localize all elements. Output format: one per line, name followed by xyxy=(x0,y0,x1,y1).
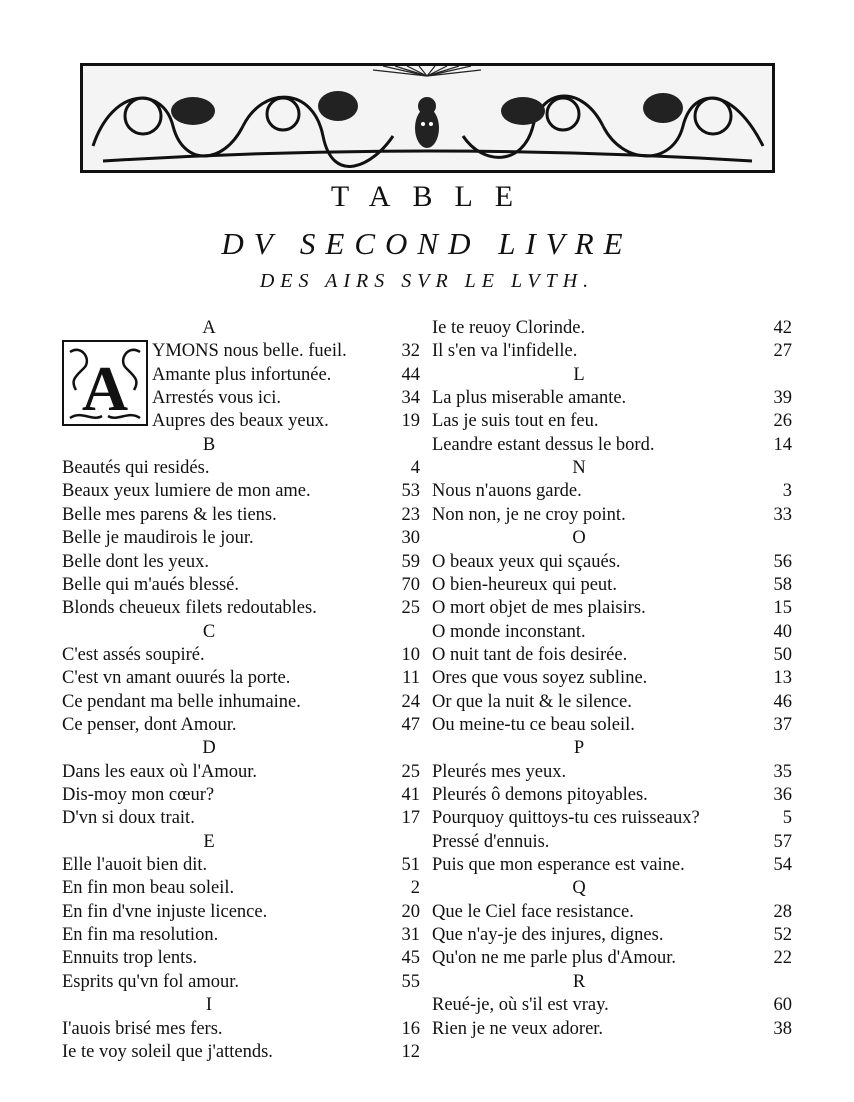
toc-entry-page: 22 xyxy=(773,948,792,968)
subtitle-airs: DES AIRS SVR LE LVTH. xyxy=(259,270,595,292)
toc-entry-title: Belle qui m'aués blessé. xyxy=(62,575,239,595)
toc-entry-page: 45 xyxy=(401,948,420,968)
toc-entry-title: En fin mon beau soleil. xyxy=(62,878,235,898)
toc-entry-title: Ie te voy soleil que j'attends. xyxy=(62,1042,273,1062)
toc-entry-title: Arrestés vous ici. xyxy=(152,388,281,408)
toc-entry-title: Elle l'auoit bien dit. xyxy=(62,855,208,875)
subtitle-book: DV SECOND LIVRE xyxy=(221,226,633,261)
section-letter: Q xyxy=(572,878,586,898)
toc-entry-page: 47 xyxy=(401,715,420,735)
toc-entry-title: Puis que mon esperance est vaine. xyxy=(432,855,685,875)
section-letter: B xyxy=(202,435,216,455)
toc-entry-page: 3 xyxy=(782,481,792,501)
toc-entry-title: YMONS nous belle. fueil. xyxy=(152,341,347,361)
section-letter: P xyxy=(573,738,585,758)
toc-entry-page: 25 xyxy=(401,762,420,782)
section-letter: D xyxy=(202,738,216,758)
toc-entry-page: 56 xyxy=(773,552,792,572)
toc-entry-page: 51 xyxy=(401,855,420,875)
toc-entry-page: 54 xyxy=(773,855,792,875)
toc-entry-title: Ores que vous soyez subline. xyxy=(432,668,648,688)
toc-entry-title: Reué-je, où s'il est vray. xyxy=(432,995,609,1015)
toc-entry-title: Aupres des beaux yeux. xyxy=(152,411,329,431)
section-letter: A xyxy=(202,318,216,338)
toc-entry-page: 53 xyxy=(401,481,420,501)
section-letter: E xyxy=(203,832,215,852)
toc-entry-title: Pleurés ô demons pitoyables. xyxy=(432,785,648,805)
toc-entry-title: O beaux yeux qui sçaués. xyxy=(432,552,621,572)
toc-entry-page: 31 xyxy=(401,925,420,945)
toc-entry-title: Il s'en va l'infidelle. xyxy=(432,341,578,361)
toc-entry-page: 5 xyxy=(782,808,792,828)
toc-entry-page: 15 xyxy=(773,598,792,618)
toc-entry-page: 70 xyxy=(401,575,420,595)
toc-entry-page: 40 xyxy=(773,622,792,642)
toc-entry-title: O monde inconstant. xyxy=(432,622,586,642)
toc-entry-page: 34 xyxy=(401,388,420,408)
toc-entry-page: 58 xyxy=(773,575,792,595)
toc-entry-page: 60 xyxy=(773,995,792,1015)
toc-entry-title: D'vn si doux trait. xyxy=(62,808,195,828)
section-letter: O xyxy=(572,528,586,548)
toc-entry-title: Nous n'auons garde. xyxy=(432,481,582,501)
toc-entry-page: 55 xyxy=(401,972,420,992)
toc-entry-title: Ie te reuoy Clorinde. xyxy=(432,318,586,338)
toc-entry-page: 33 xyxy=(773,505,792,525)
toc-entry-title: En fin ma resolution. xyxy=(62,925,219,945)
toc-entry-page: 16 xyxy=(401,1019,420,1039)
toc-entry-page: 14 xyxy=(773,435,792,455)
toc-entry-title: C'est assés soupiré. xyxy=(62,645,205,665)
toc-entry-title: Or que la nuit & le silence. xyxy=(432,692,632,712)
toc-entry-page: 46 xyxy=(773,692,792,712)
toc-entry-page: 35 xyxy=(773,762,792,782)
toc-entry-title: O bien-heureux qui peut. xyxy=(432,575,617,595)
toc-entry-page: 12 xyxy=(401,1042,420,1062)
toc-entry-page: 25 xyxy=(401,598,420,618)
toc-entry-page: 2 xyxy=(410,878,420,898)
section-letter: I xyxy=(205,995,213,1015)
toc-entry-title: En fin d'vne injuste licence. xyxy=(62,902,268,922)
toc-entry-title: C'est vn amant ouurés la porte. xyxy=(62,668,291,688)
toc-entry-page: 10 xyxy=(401,645,420,665)
toc-entry-title: I'auois brisé mes fers. xyxy=(62,1019,223,1039)
toc-entry-page: 36 xyxy=(773,785,792,805)
toc-entry-title: Rien je ne veux adorer. xyxy=(432,1019,604,1039)
toc-entry-page: 57 xyxy=(773,832,792,852)
toc-entry-title: Que n'ay-je des injures, dignes. xyxy=(432,925,664,945)
toc-entry-title: O mort objet de mes plaisirs. xyxy=(432,598,646,618)
toc-entry-page: 19 xyxy=(401,411,420,431)
toc-entry-title: Belle mes parens & les tiens. xyxy=(62,505,277,525)
toc-entry-page: 27 xyxy=(773,341,792,361)
toc-entry-page: 30 xyxy=(401,528,420,548)
toc-entry-title: Las je suis tout en feu. xyxy=(432,411,599,431)
toc-entry-title: Ennuits trop lents. xyxy=(62,948,198,968)
section-letter: L xyxy=(573,365,585,385)
toc-entry-title: La plus miserable amante. xyxy=(432,388,627,408)
toc-entry-page: 20 xyxy=(401,902,420,922)
toc-entry-title: Pleurés mes yeux. xyxy=(432,762,567,782)
toc-entry-page: 11 xyxy=(402,668,420,688)
toc-entry-title: Blonds cheueux filets redoutables. xyxy=(62,598,317,618)
toc-entry-page: 42 xyxy=(773,318,792,338)
toc-entry-page: 13 xyxy=(773,668,792,688)
toc-entry-title: Amante plus infortunée. xyxy=(152,365,332,385)
toc-entry-page: 37 xyxy=(773,715,792,735)
toc-entry-title: Dans les eaux où l'Amour. xyxy=(62,762,257,782)
toc-entry-title: Pourquoy quittoys-tu ces ruisseaux? xyxy=(432,808,700,828)
toc-entry-page: 4 xyxy=(410,458,420,478)
toc-entry-page: 38 xyxy=(773,1019,792,1039)
toc-entry-page: 50 xyxy=(773,645,792,665)
section-letter: R xyxy=(572,972,586,992)
toc-entry-page: 44 xyxy=(401,365,420,385)
toc-entry-title: Ce penser, dont Amour. xyxy=(62,715,237,735)
toc-entry-title: Non non, je ne croy point. xyxy=(432,505,626,525)
section-letter: N xyxy=(572,458,586,478)
toc-entry-title: Beautés qui residés. xyxy=(62,458,210,478)
toc-entry-page: 24 xyxy=(401,692,420,712)
toc-entry-page: 28 xyxy=(773,902,792,922)
toc-entry-page: 17 xyxy=(401,808,420,828)
section-letter: C xyxy=(202,622,216,642)
toc-entry-title: Qu'on ne me parle plus d'Amour. xyxy=(432,948,677,968)
ornamental-headpiece xyxy=(80,63,775,173)
toc-entry-title: Leandre estant dessus le bord. xyxy=(432,435,655,455)
toc-entry-page: 59 xyxy=(401,552,420,572)
toc-entry-title: Que le Ciel face resistance. xyxy=(432,902,634,922)
toc-entry-title: O nuit tant de fois desirée. xyxy=(432,645,628,665)
drop-cap-ornament xyxy=(62,340,148,426)
toc-entry-page: 23 xyxy=(401,505,420,525)
toc-entry-title: Beaux yeux lumiere de mon ame. xyxy=(62,481,311,501)
toc-entry-page: 41 xyxy=(401,785,420,805)
toc-entry-title: Esprits qu'vn fol amour. xyxy=(62,972,240,992)
ornament-engraving xyxy=(83,66,772,170)
toc-entry-title: Ou meine-tu ce beau soleil. xyxy=(432,715,635,735)
toc-entry-title: Belle je maudirois le jour. xyxy=(62,528,254,548)
toc-entry-page: 32 xyxy=(401,341,420,361)
toc-entry-title: Ce pendant ma belle inhumaine. xyxy=(62,692,301,712)
svg-text:A: A xyxy=(81,353,129,424)
toc-entry-title: Dis-moy mon cœur? xyxy=(62,785,215,805)
toc-entry-page: 39 xyxy=(773,388,792,408)
toc-entry-title: Belle dont les yeux. xyxy=(62,552,209,572)
toc-entry-page: 52 xyxy=(773,925,792,945)
toc-entry-title: Pressé d'ennuis. xyxy=(432,832,550,852)
toc-entry-page: 26 xyxy=(773,411,792,431)
decorated-initial-a xyxy=(62,340,148,426)
page-title: TABLE xyxy=(330,180,536,213)
